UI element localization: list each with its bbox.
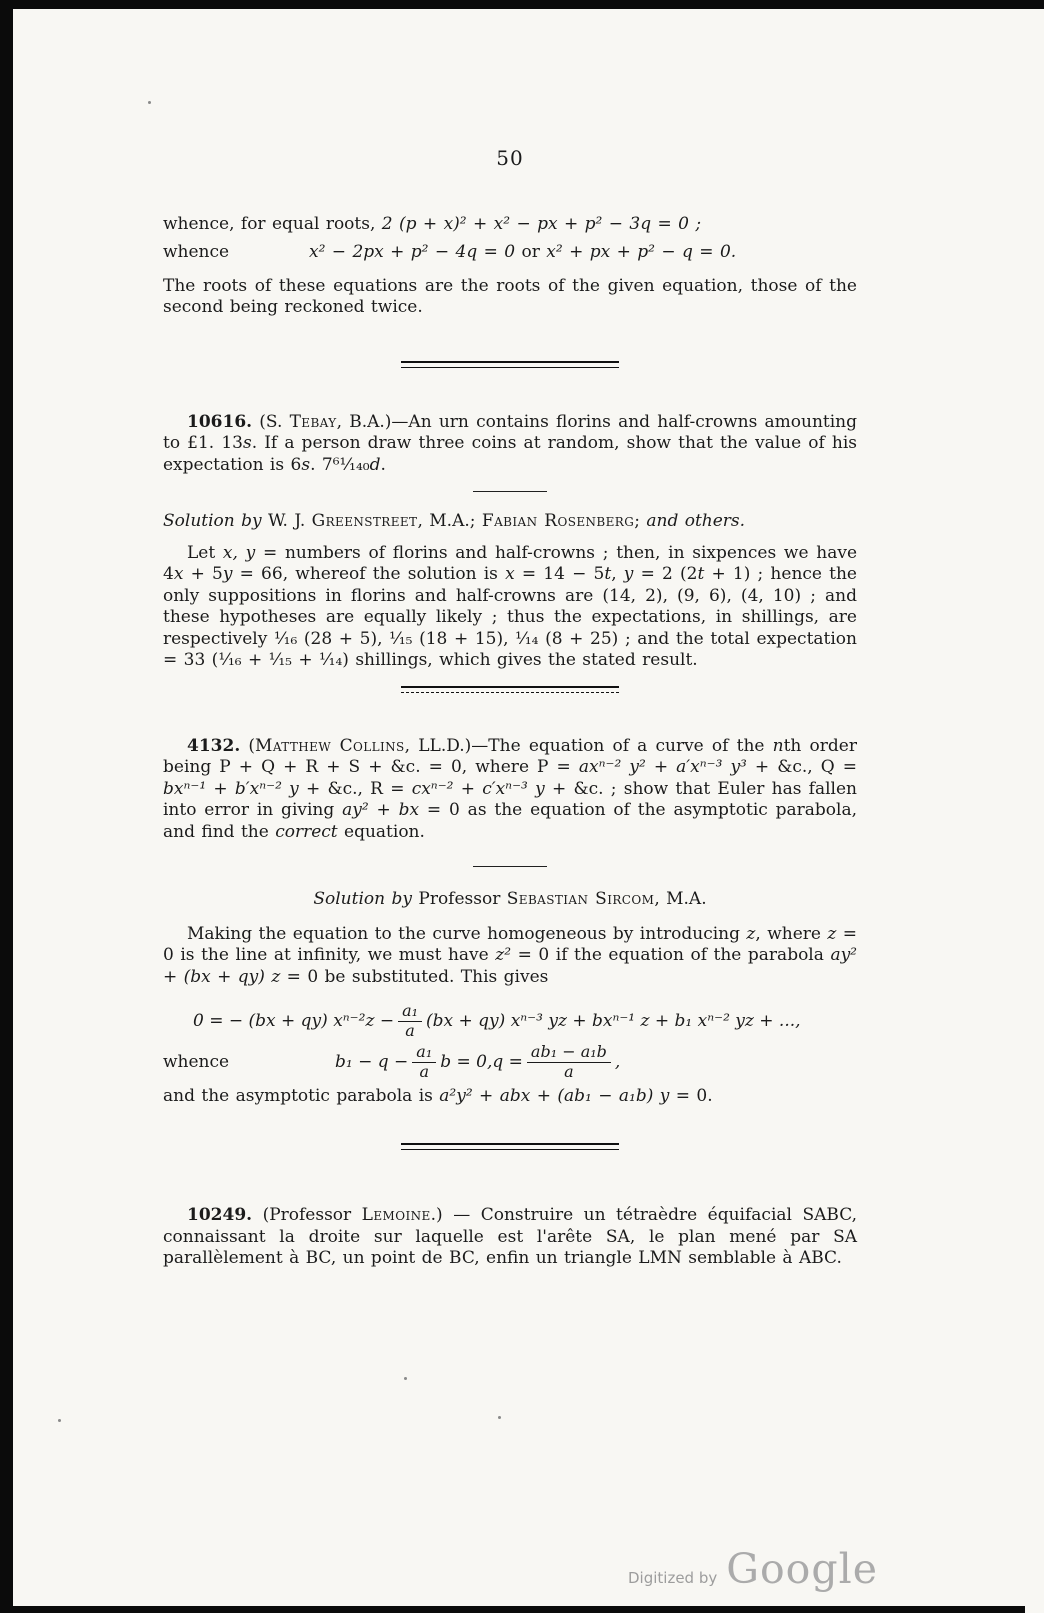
paragraph-asymptotic-parabola: and the asymptotic parabola is a²y² + abx + (ab₁ − a₁b) y = 0.: [163, 1085, 713, 1106]
problem-4132-statement: 4132. (Matthew Collins, LL.D.)—The equation of a curve of the nth order being P + Q + R + S + &c. = 0, where P = axⁿ⁻² y² + a′xⁿ⁻³ y³ + &c., Q = bxⁿ⁻¹ + b′xⁿ⁻² y + &c., R = cxⁿ⁻² + c′xⁿ⁻³ y + &c. ; show that Euler has fallen into error in giving ay² + bx = 0 as the equation of the asymptotic parabola, and find the correct equation.: [163, 735, 858, 842]
section-divider-short: [473, 491, 547, 492]
scan-speck: [498, 1416, 501, 1419]
equation-math: b₁ − q − $\frac{\text{a₁}}{a}$ b = 0, q = $\frac{\text{ab₁ − a₁b}}{a}$ ,: [335, 1041, 621, 1081]
solution-byline-4132: Solution by Professor Sebastian Sircom, M.A.: [313, 889, 707, 909]
equation-math: 0 = − (bx + qy) xⁿ⁻²z − $\frac{\text{a₁}}{a}$ (bx + qy) xⁿ⁻³ yz + bxⁿ⁻¹ z + b₁ xⁿ⁻² yz + ...,: [193, 1001, 801, 1040]
scan-speck: [58, 1419, 61, 1422]
scan-speck: [148, 101, 151, 104]
page-content: [163, 0, 857, 1270]
solution-body-4132: Making the equation to the curve homogeneous by introducing z, where z = 0 is the line at infinity, we must have z² = 0 if the equation of the parabola ay² + (bx + qy) z = 0 be substituted. This gives: [163, 923, 857, 987]
paragraph-roots-conclusion: The roots of these equations are the roots of the given equation, those of the second being reckoned twice.: [163, 275, 857, 317]
display-equation-1: [163, 1003, 857, 1040]
section-divider-double: [401, 361, 619, 368]
equation-line-whence: [163, 242, 857, 264]
problem-10616-statement: 10616. (S. Tebay, B.A.)—An urn contains florins and half-crowns amounting to £1. 13s. If a person draw three coins at random, show that the value of his expectation is 6s. 7⁶¹⁄₁₄₀d.: [163, 411, 858, 475]
google-logo: Google: [726, 1545, 878, 1593]
solution-byline-10616: Solution by W. J. Greenstreet, M.A.; Fabian Rosenberg; and others.: [163, 511, 746, 531]
section-divider-double: [401, 1143, 619, 1150]
whence-label: whence: [163, 1051, 230, 1072]
whence-label: whence: [163, 242, 230, 262]
section-divider-short: [473, 866, 547, 867]
scan-speck: [404, 1377, 407, 1380]
equation-math: x² − 2px + p² − 4q = 0 or x² + px + p² − q = 0.: [309, 242, 737, 262]
digitization-watermark: [628, 1545, 878, 1593]
problem-10249-statement: 10249. (Professor Lemoine.) — Construire un tétraèdre équifacial SABC, connaissant la droite sur laquelle est l'arête SA, le plan mené par SA parallèlement à BC, un point de BC, enfin un triangle LMN semblable à ABC.: [163, 1205, 857, 1269]
solution-body-10616: Let x, y = numbers of florins and half-crowns ; then, in sixpences we have 4x + 5y = 66, whereof the solution is x = 14 − 5t, y = 2 (2t + 1) ; hence the only suppositions in florins and half-crowns are (14, 2), (9, 6), (4, 10) ; and these hypotheses are equally likely ; thus the expectations, in shillings, are respectively ¹⁄₁₆ (28 + 5), ¹⁄₁₅ (18 + 15), ¹⁄₁₄ (8 + 25) ; and the total expectation = 33 (¹⁄₁₆ + ¹⁄₁₅ + ¹⁄₁₄) shillings, which gives the stated result.: [163, 542, 858, 670]
scan-border-left: [0, 0, 13, 1613]
display-equation-2: [163, 1041, 857, 1081]
page-number: 50: [496, 146, 524, 170]
digitized-by-text: Digitized by: [628, 1569, 718, 1587]
scan-border-bottom: [13, 1606, 1025, 1613]
equation-line-equal-roots: whence, for equal roots, 2 (p + x)² + x² − px + p² − 3q = 0 ;: [163, 213, 702, 234]
section-divider-double-dashed: [401, 686, 619, 693]
